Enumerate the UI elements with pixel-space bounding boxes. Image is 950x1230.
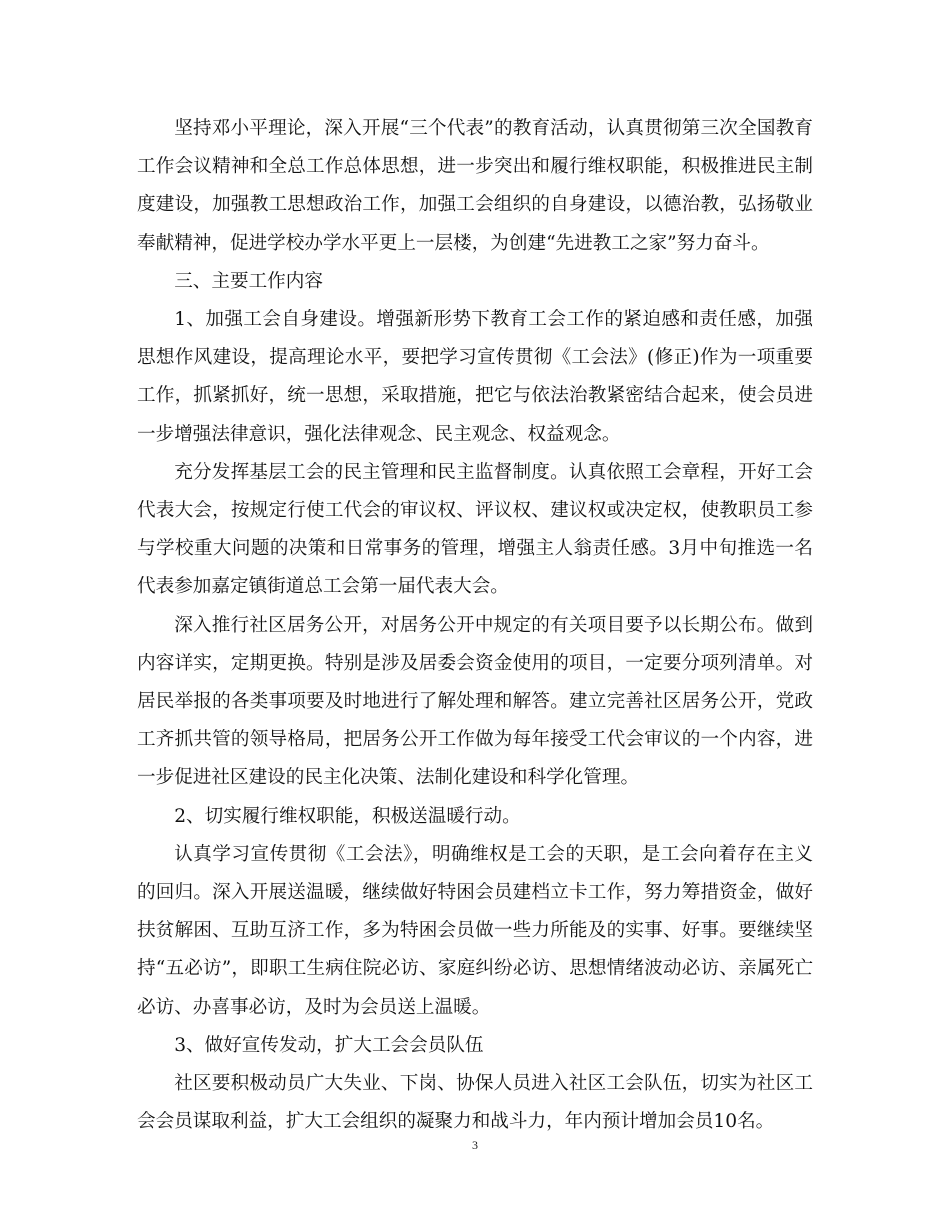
paragraph-guiding-ideology: 坚持邓小平理论，深入开展“三个代表”的教育活动，认真贯彻第三次全国教育工作会议精神和全总工作总体思想，进一步突出和履行维权职能，积极推进民主制度建设，加强教工思想政治工作，加强工会组织的自身建设，以德治教，弘扬敬业奉献精神，促进学校办学水平更上一层楼，为创建“先进教工之家”努力奋斗。 [137, 118, 813, 254]
paragraph-item-1-self-building: 1、加强工会自身建设。增强新形势下教育工会工作的紧迫感和责任感，加强思想作风建设，提高理论水平，要把学习宣传贯彻《工会法》(修正)作为一项重要工作，抓紧抓好，统一思想，采取措施，把它与依法治教紧密结合起来，使会员进一步增强法律意识，强化法律观念、民主观念、权益观念。 [137, 309, 813, 445]
paragraph-item-2-heading: 2、切实履行维权职能，积极送温暖行动。 [174, 805, 521, 827]
section-heading-main-work: 三、主要工作内容 [174, 270, 323, 292]
paragraph-item-3-heading: 3、做好宣传发动，扩大工会会员队伍 [174, 1034, 484, 1056]
page-number: 3 [472, 1138, 478, 1152]
paragraph-democratic-management: 充分发挥基层工会的民主管理和民主监督制度。认真依照工会章程，开好工会代表大会，按规定行使工代会的审议权、评议权、建议权或决定权，使教职员工参与学校重大问题的决策和日常事务的管理，增强主人翁责任感。3月中旬推选一名代表参加嘉定镇街道总工会第一届代表大会。 [137, 461, 813, 598]
paragraph-membership-expansion: 社区要积极动员广大失业、下岗、协保人员进入社区工会队伍，切实为社区工会会员谋取利益，扩大工会组织的凝聚力和战斗力，年内预计增加会员10名。 [137, 1073, 813, 1133]
document-body [137, 110, 813, 1141]
paragraph-rights-protection: 认真学习宣传贯彻《工会法》，明确维权是工会的天职，是工会向着存在主义的回归。深入开展送温暖，继续做好特困会员建档立卡工作，努力筹措资金，做好扶贫解困、互助互济工作，多为特困会员做一些力所能及的实事、好事。要继续坚持“五必访”，即职工生病住院必访、家庭纠纷必访、思想情绪波动必访、亲属死亡必访、办喜事必访，及时为会员送上温暖。 [137, 843, 813, 1018]
paragraph-affairs-disclosure: 深入推行社区居务公开，对居务公开中规定的有关项目要予以长期公布。做到内容详实，定期更换。特别是涉及居委会资金使用的项目，一定要分项列清单。对居民举报的各类事项要及时地进行了解处理和解答。建立完善社区居务公开，党政工齐抓共管的领导格局，把居务公开工作做为每年接受工代会审议的一个内容，进一步促进社区建设的民主化决策、法制化建设和科学化管理。 [137, 614, 813, 789]
